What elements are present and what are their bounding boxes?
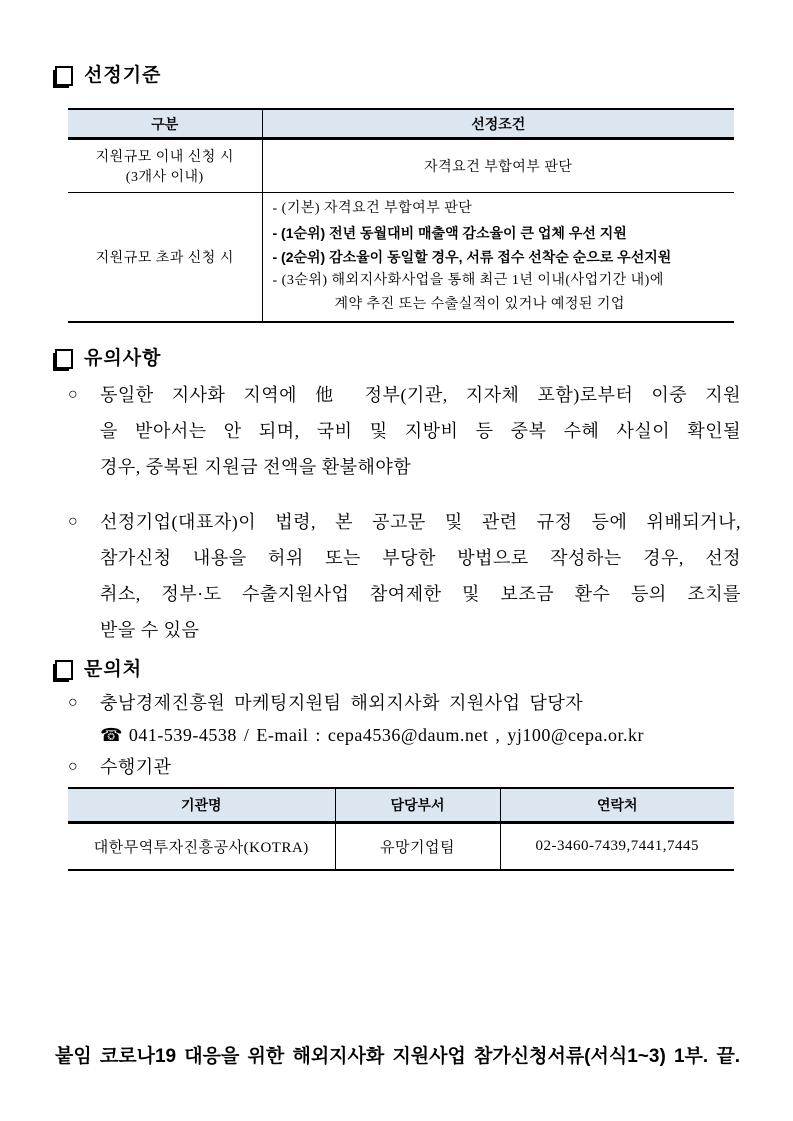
cell-condition-within-scale: 자격요건 부합여부 판단 [262,139,734,193]
circle-bullet-icon: ○ [68,694,79,711]
note-text-line: 선정기업(대표자)이 법령, 본 공고문 및 관련 규정 등에 위배되거나, [100,512,741,532]
cell-org-name: 대한무역투자진흥공사(KOTRA) [93,840,309,856]
contact-phone-email-text: 041-539-4538 / E-mail : cepa4536@daum.net , yj100@cepa.or.kr [128,725,644,745]
cell-category-over-scale: 지원규모 초과 신청 시 [68,193,262,323]
header-cell-category: 구분 [68,109,262,139]
condition-line-priority3: - (3순위) 해외지사화사업을 통해 최근 1년 이내(사업기간 내)에 [272,273,664,288]
contact-agency-label: 수행기관 [100,757,172,777]
note-text-line: 경우, 중복된 지원금 전액을 환불해야함 [100,457,412,477]
circle-bullet-icon: ○ [68,513,79,530]
header-cell-department: 담당부서 [335,788,500,823]
telephone-icon: ☎ [100,725,123,745]
cell-condition-over-scale [262,193,734,323]
note-text-line: 동일한 지사화 지역에 他 정부(기관, 지자체 포함)로부터 이중 지원 [100,385,741,405]
section-title-text: 문의처 [84,659,143,680]
cell-tel: 02-3460-7439,7441,7445 [500,823,734,871]
cell-category-within-scale [68,139,262,193]
condition-line-priority3-cont: 계약 추진 또는 수출실적이 있거나 예정된 기업 [334,297,625,312]
table-header-row [68,788,734,823]
condition-line-basic: - (기본) 자격요건 부합여부 판단 [272,201,473,216]
header-cell-org-name: 기관명 [68,788,335,823]
contact-block [68,687,741,783]
note-text-line: 을 받아서는 안 되며, 국비 및 지방비 등 중복 수혜 사실이 확인될 [100,421,741,441]
section-title-text: 유의사항 [84,348,162,369]
circle-bullet-icon: ○ [68,386,79,403]
table-header-row [68,109,734,139]
shadowed-square-icon [55,66,73,86]
header-cell-tel: 연락처 [500,788,734,823]
note-text-line: 취소, 정부·도 수출지원사업 참여제한 및 보조금 환수 등의 조치를 [100,584,741,604]
category-line1: 지원규모 이내 신청 시 [95,150,234,165]
section-title-notes [55,345,740,373]
section-title-text: 선정기준 [84,65,162,86]
note-text-line: 받을 수 있음 [100,620,200,640]
condition-line-priority1: - (1순위) 전년 동월대비 매출액 감소율이 큰 업체 우선 지원 [272,225,627,241]
section-title-selection-criteria [55,62,740,90]
table-row [68,823,734,871]
table-row [68,193,734,323]
section-title-contact [55,656,740,684]
contact-agency-row [68,751,741,783]
shadowed-square-icon [55,349,73,369]
note-item-duplicate-support [68,377,741,485]
cell-department: 유망기업팀 [335,823,500,871]
header-cell-condition: 선정조건 [262,109,734,139]
agency-table [68,787,734,871]
attachment-closing-line: 붙임 코로나19 대응을 위한 해외지사화 지원사업 참가신청서류(서식1~3) 1부. 끝. [55,1046,740,1067]
contact-manager-row [68,687,741,719]
contact-manager-text: 충남경제진흥원 마케팅지원팀 해외지사화 지원사업 담당자 [100,693,584,713]
circle-bullet-icon: ○ [68,758,79,775]
note-text-line: 참가신청 내용을 허위 또는 부당한 방법으로 작성하는 경우, 선정 [100,548,741,568]
contact-phone-row [68,719,741,751]
selection-criteria-table [68,108,734,323]
condition-line-priority2: - (2순위) 감소율이 동일할 경우, 서류 접수 선착순 순으로 우선지원 [272,249,672,265]
category-line2: (3개사 이내) [125,170,204,185]
table-row [68,139,734,193]
shadowed-square-icon [55,660,73,680]
note-item-violation [68,504,741,648]
